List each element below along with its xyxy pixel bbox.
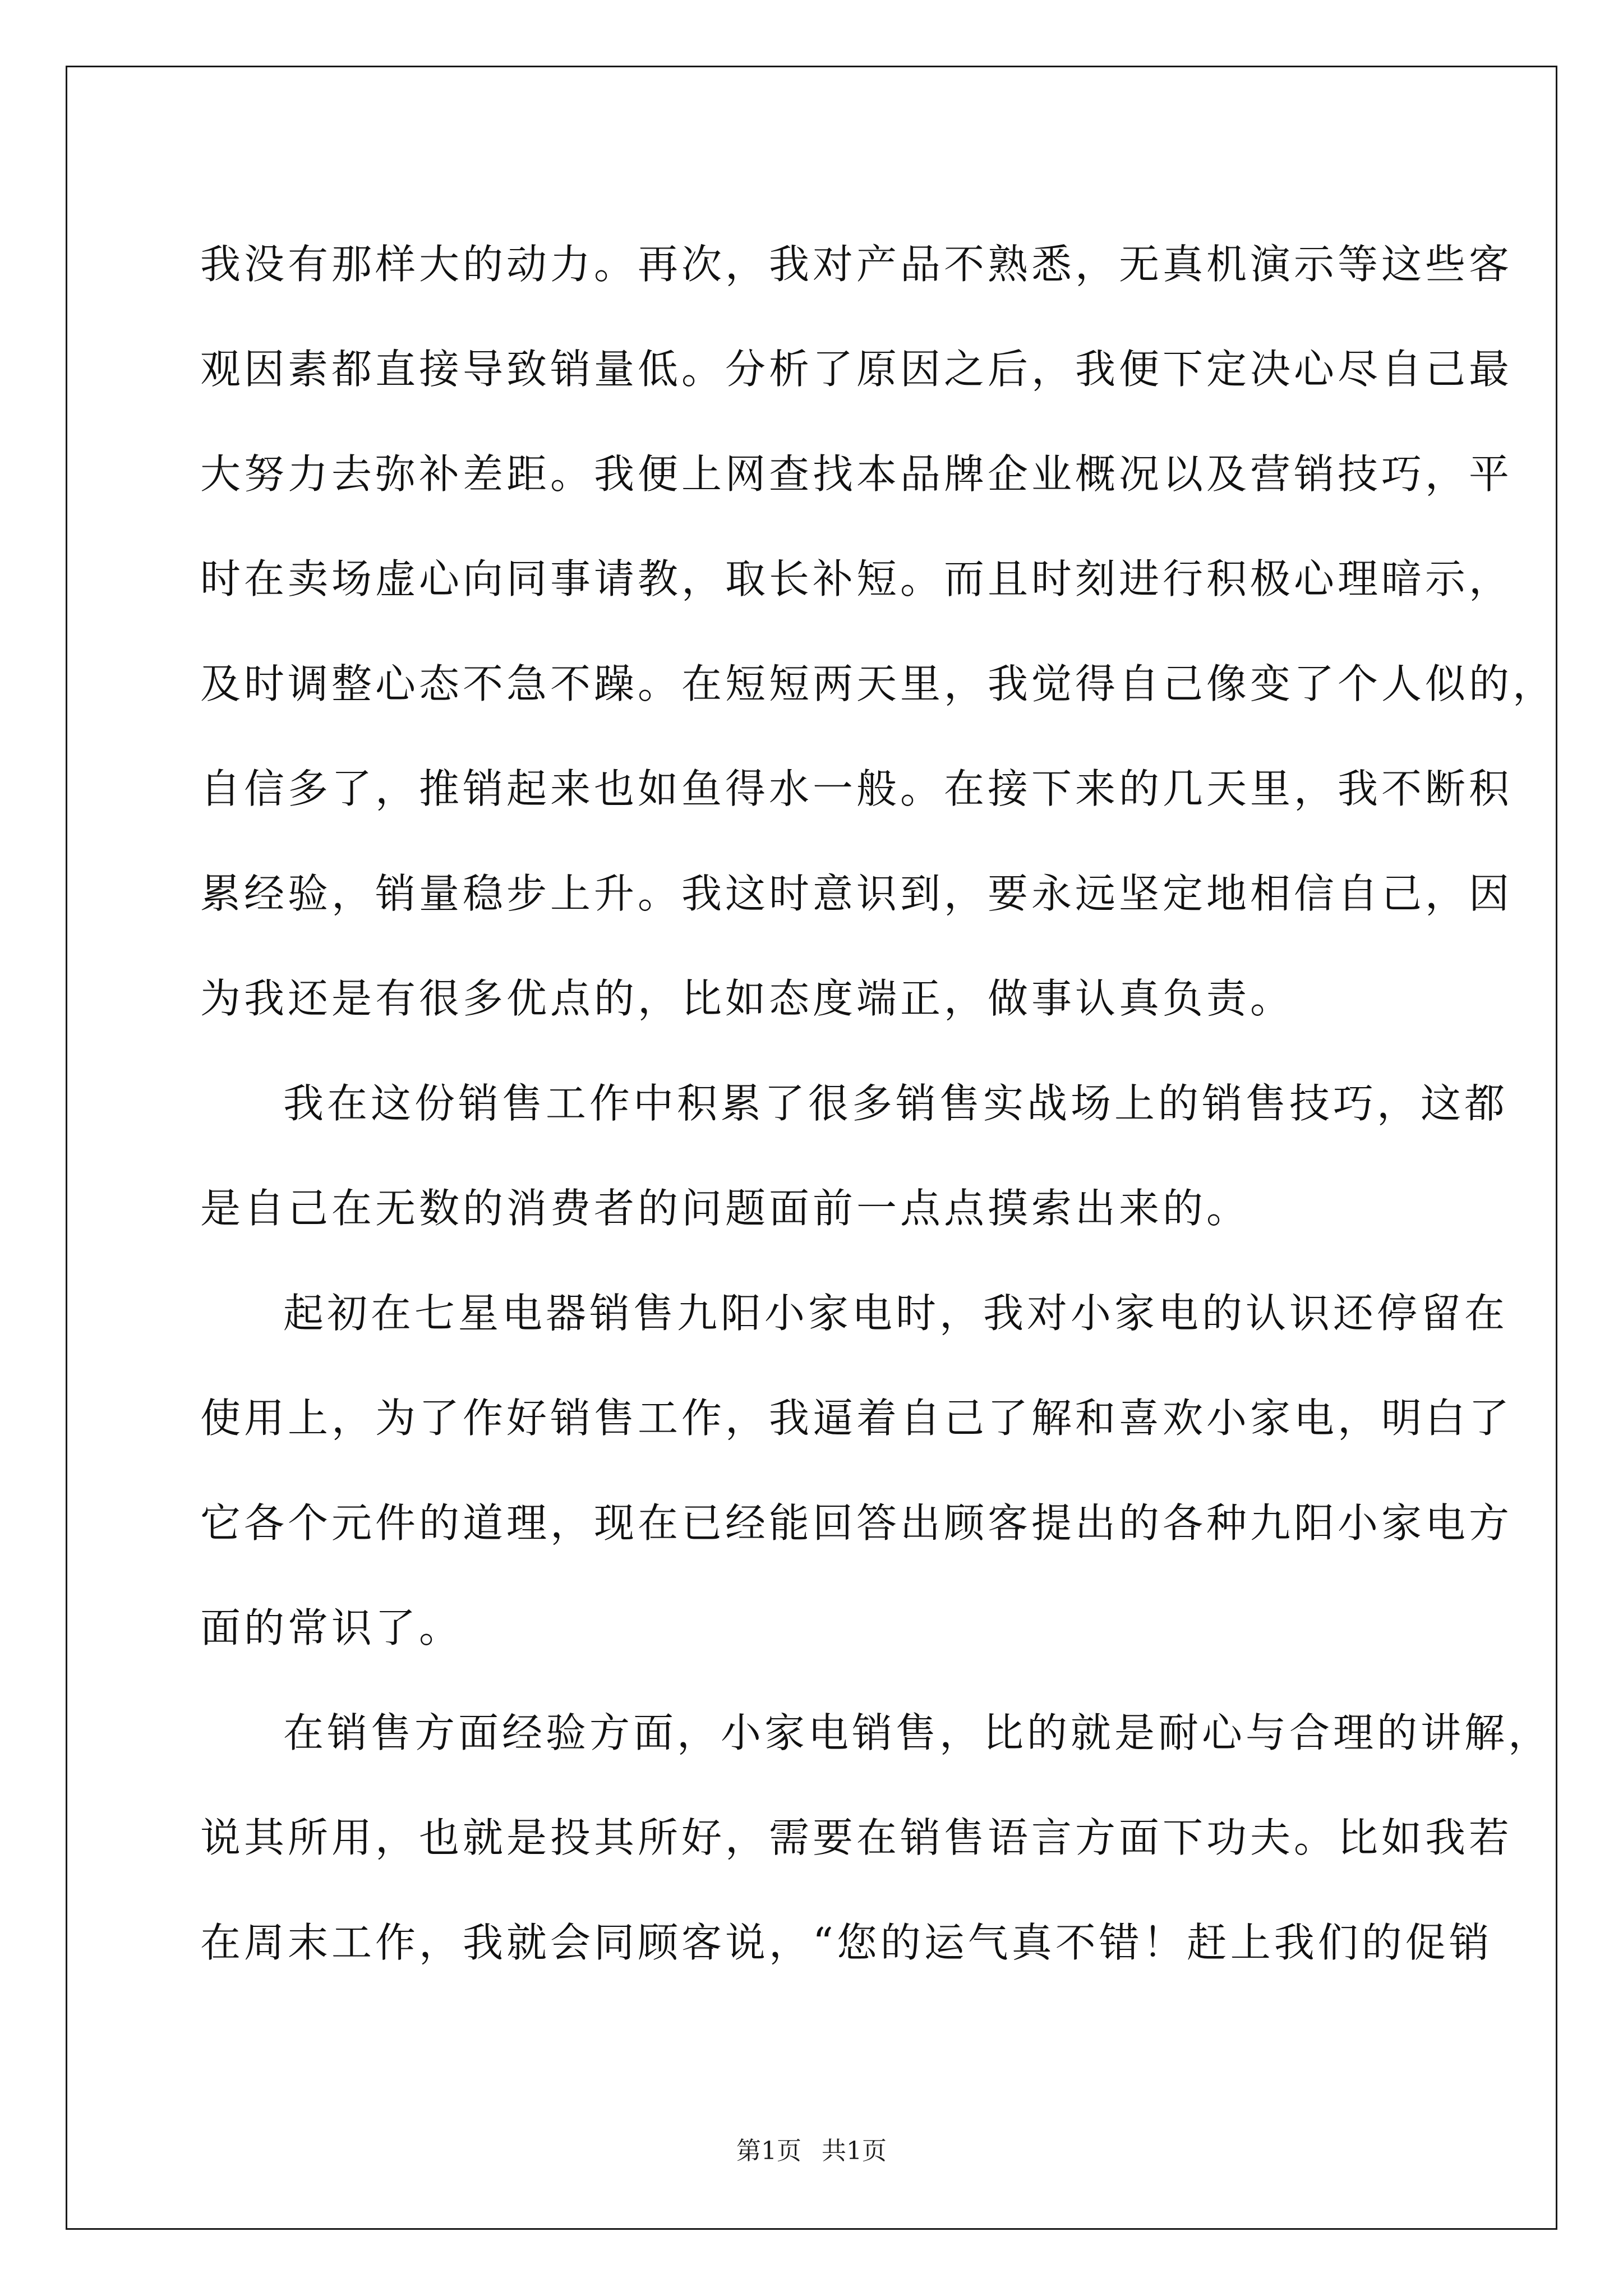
document-body bbox=[200, 212, 1557, 1995]
text-line: 说其所用，也就是投其所好，需要在销售语言方面下功夫。比如我若 bbox=[200, 1814, 1513, 1861]
page-total: 共1页 bbox=[822, 2137, 887, 2165]
text-line: 在周末工作，我就会同顾客说，“您的运气真不错！赶上我们的促销 bbox=[200, 1919, 1493, 1966]
text-line: 使用上，为了作好销售工作，我逼着自己了解和喜欢小家电，明白了 bbox=[200, 1395, 1513, 1442]
paragraph-first-line: 起初在七星电器销售九阳小家电时，我对小家电的认识还停留在 bbox=[283, 1290, 1509, 1337]
page-footer bbox=[0, 2131, 1623, 2166]
paragraph-first-line: 在销售方面经验方面，小家电销售，比的就是耐心与合理的讲解， bbox=[283, 1709, 1552, 1756]
text-line: 时在卖场虚心向同事请教，取长补短。而且时刻进行积极心理暗示， bbox=[200, 555, 1513, 602]
text-line: 大努力去弥补差距。我便上网查找本品牌企业概况以及营销技巧，平 bbox=[200, 450, 1513, 498]
text-line: 它各个元件的道理，现在已经能回答出顾客提出的各种九阳小家电方 bbox=[200, 1499, 1513, 1547]
text-line: 自信多了，推销起来也如鱼得水一般。在接下来的几天里，我不断积 bbox=[200, 765, 1513, 812]
page-number: 第1页 bbox=[736, 2137, 801, 2165]
text-line: 面的常识了。 bbox=[200, 1604, 463, 1651]
text-line: 累经验，销量稳步上升。我这时意识到，要永远坚定地相信自己，因 bbox=[200, 870, 1513, 917]
text-line: 是自己在无数的消费者的问题面前一点点摸索出来的。 bbox=[200, 1185, 1251, 1232]
text-line: 为我还是有很多优点的，比如态度端正，做事认真负责。 bbox=[200, 975, 1294, 1022]
paragraph-first-line: 我在这份销售工作中积累了很多销售实战场上的销售技巧，这都 bbox=[283, 1080, 1509, 1127]
text-line: 我没有那样大的动力。再次，我对产品不熟悉，无真机演示等这些客 bbox=[200, 241, 1513, 288]
text-line: 观因素都直接导致销量低。分析了原因之后，我便下定决心尽自己最 bbox=[200, 346, 1513, 393]
text-line: 及时调整心态不急不躁。在短短两天里，我觉得自己像变了个人似的， bbox=[200, 660, 1557, 707]
